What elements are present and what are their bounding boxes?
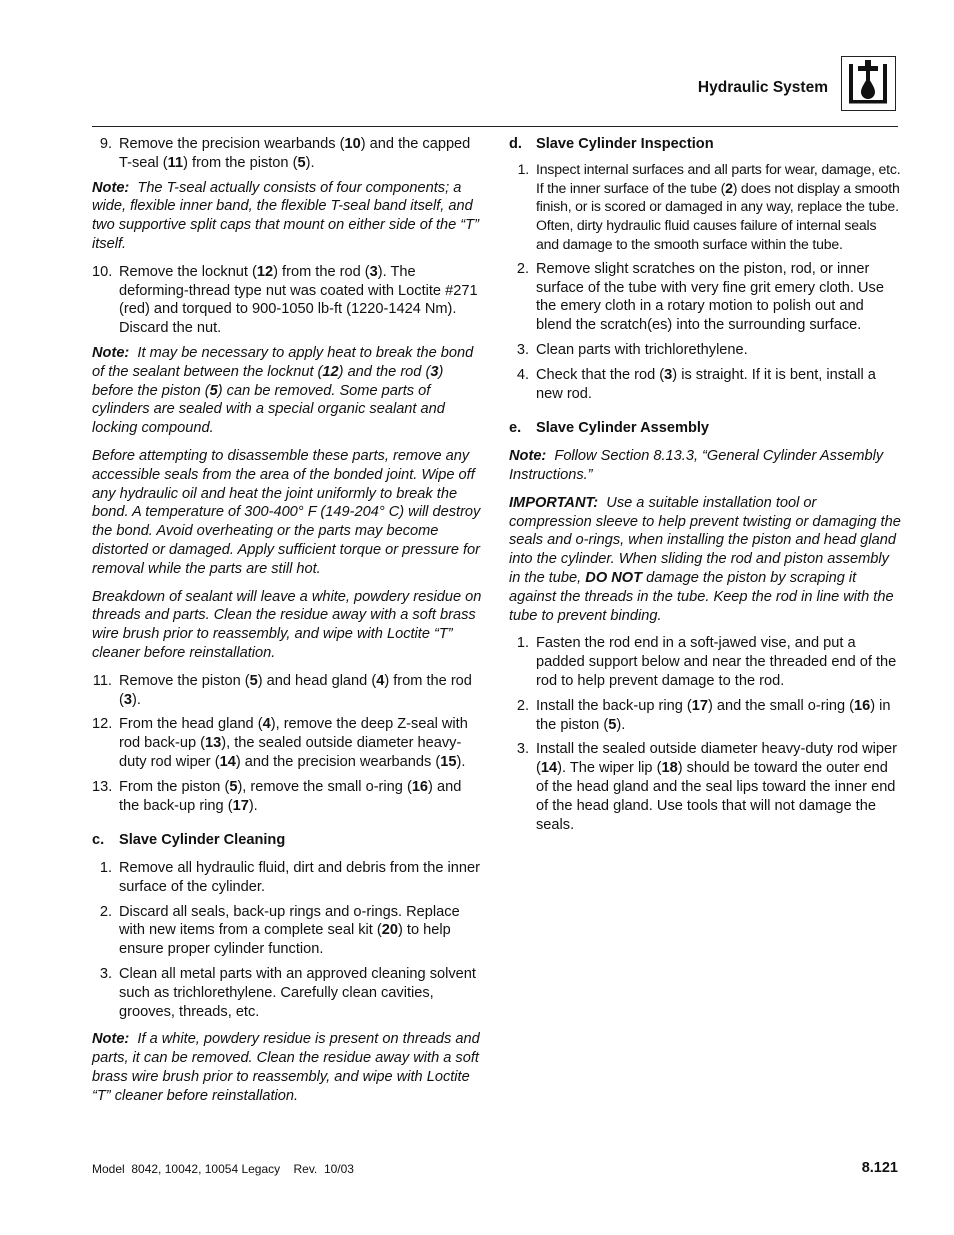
right-column [509, 135, 901, 840]
step-9: 9. Remove the precision wearbands (10) and the capped T-seal (11) from the piston (5). [99, 136, 471, 171]
note-t-seal: Note: The T-seal actually consists of four components; a wide, flexible inner band, the flexible T-seal band itself, and two supportive split caps that mount on either side of the “T” itself. [92, 179, 479, 252]
heading-slave-cylinder-cleaning: c. Slave Cylinder Cleaning [92, 832, 286, 849]
inspection-step-1: 1. Inspect internal surfaces and all parts for wear, damage, etc. If the inner surface of the tube (2) does not display a smooth finish, or is scored or damaged in any way, replace the tube. Often, dirty hydraulic fluid causes failure of internal seals and damage to the smooth surface within the tube. [517, 160, 901, 252]
heading-slave-cylinder-inspection: d. Slave Cylinder Inspection [509, 136, 714, 152]
footer-model-revision: Model 8042, 10042, 10054 Legacy Rev. 10/03 [92, 1162, 354, 1176]
step-13: 13. From the piston (5), remove the small o-ring (16) and the back-up ring (17). [92, 778, 462, 814]
step-11: 11. Remove the piston (5) and head gland (4) from the rod (3). [92, 672, 472, 708]
cleaning-step-2: 2. Discard all seals, back-up rings and o-rings. Replace with new items from a complete seal kit (20) to help ensure proper cylinder function. [99, 903, 460, 958]
sealant-paragraph: Breakdown of sealant will leave a white, powdery residue on threads and parts. Clean the residue away with a soft brass wire brush prior to reassembly, and wipe with Loctite “T” cleaner before reinstallation. [92, 588, 482, 661]
important-notice: IMPORTANT: Use a suitable installation tool or compression sleeve to help prevent twisting or damaging the seals and o-rings, when installing the piston and head gland into the cylinder. When sliding the rod and piston assembly in the tube, DO NOT damage the piston by scraping it against the threads in the tube. Keep the rod in line with the tube to prevent binding. [509, 494, 901, 624]
inspection-step-3: 3. Clean parts with trichlorethylene. [516, 341, 748, 358]
assembly-step-2: 2. Install the back-up ring (17) and the small o-ring (16) in the piston (5). [516, 697, 891, 733]
disassemble-paragraph: Before attempting to disassemble these parts, remove any accessible seals from the area of the bonded joint. Wipe off any hydraulic oil and heat the joint uniformly to break the bond. A temperature of 300-400° F (149-204° C) will destroy the bond. Avoid overheating or the parts may become distorted or damaged. Apply sufficient torque or pressure for removal while the parts are still hot. [92, 447, 481, 577]
note-residue: Note: If a white, powdery residue is present on threads and parts, it can be removed. Clean the residue away with a soft brass wire brush prior to reassembly, and wipe with Loctite “T” cleaner before reinstallation. [92, 1031, 480, 1104]
inspection-step-4: 4. Check that the rod (3) is straight. If it is bent, install a new rod. [516, 366, 876, 402]
note-apply-heat: Note: It may be necessary to apply heat to break the bond of the sealant between the locknut (12) and the rod (3) before the piston (5) can be removed. Some parts of cylinders are sealed with a special organic sealant and locking compound. [92, 344, 474, 437]
assembly-step-1: 1. Fasten the rod end in a soft-jawed vise, and put a padded support below and near the threaded end of the rod to help prevent damage to the rod. [516, 635, 897, 689]
cleaning-step-1: 1. Remove all hydraulic fluid, dirt and debris from the inner surface of the cylinder. [99, 860, 480, 895]
step-12: 12. From the head gland (4), remove the deep Z-seal with rod back-up (13), the sealed outside diameter heavy-duty rod wiper (14) and the precision wearbands (15). [92, 716, 468, 770]
hydraulic-system-icon [841, 56, 896, 111]
hydraulic-system-icon-graphic [842, 57, 894, 109]
header-rule [92, 126, 898, 127]
inspection-step-2: 2. Remove slight scratches on the piston, rod, or inner surface of the tube with very fine grit emery cloth. Use the emery cloth in a rotary motion to polish out and blend the scratch(es) into the surrounding surface. [516, 260, 884, 334]
heading-slave-cylinder-assembly: e. Slave Cylinder Assembly [509, 420, 710, 437]
section-title: Hydraulic System [697, 79, 828, 96]
page-number: 8.121 [861, 1160, 898, 1176]
assembly-step-3: 3. Install the sealed outside diameter heavy-duty rod wiper (14). The wiper lip (18) should be toward the outer end of the head gland and the seal lips toward the inner end of the head gland. Use tools that will not damage the seals. [516, 741, 897, 833]
cleaning-step-3: 3. Clean all metal parts with an approved cleaning solvent such as trichlorethylene. Carefully clean cavities, grooves, threads, etc. [99, 966, 476, 1020]
note-follow-section: Note: Follow Section 8.13.3, “General Cylinder Assembly Instructions.” [509, 448, 884, 483]
left-column [92, 135, 482, 1115]
step-10: 10. Remove the locknut (12) from the rod (3). The deforming-thread type nut was coated with Loctite #271 (red) and torqued to 900-1050 lb-ft (1220-1424 Nm). Discard the nut. [92, 263, 478, 337]
